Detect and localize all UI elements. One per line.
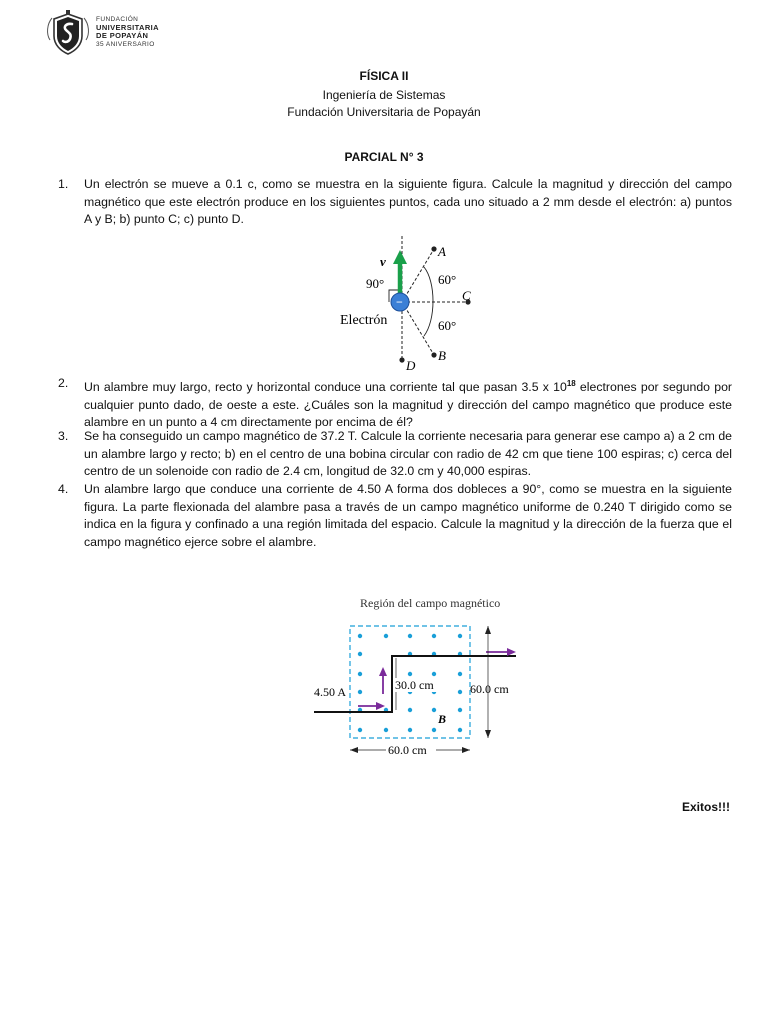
question-number: 1. [58, 177, 69, 191]
exponent: 18 [566, 379, 576, 388]
particle-label: Electrón [340, 313, 388, 328]
question-2 [58, 375, 732, 432]
field-dot [458, 672, 462, 676]
question-text-after: electrones por segundo por cualquier punto dado, de oeste a este. ¿Cuáles son la magnitud y dirección del campo magnético que produce este alambre en un punto a 4 cm directamente por encima de él? [84, 380, 733, 430]
region-title: Región del campo magnético [360, 596, 501, 610]
field-dot [408, 728, 412, 732]
question-text: Un alambre largo que conduce una corriente de 4.50 A forma dos dobleces a 90°, como se muestra en la siguiente figura. La parte flexionada del alambre pasa a través de un campo magnético uniforme de 0.240 T dirigido como se indica en la figura y confinado a una región limitada del espacio. Calcule la magnitud y la dirección de la fuerza que el campo magnético ejerce sobre el alambre. [84, 482, 732, 549]
angle-bottom-label: 60° [438, 318, 457, 333]
point-b-label: B [438, 348, 446, 363]
field-dot [358, 652, 362, 656]
field-dot [432, 634, 436, 638]
field-dot [408, 672, 412, 676]
field-dot [432, 708, 436, 712]
point-d-dot [399, 357, 404, 362]
electron-figure [332, 232, 482, 372]
field-dot [358, 634, 362, 638]
field-dot [458, 634, 462, 638]
velocity-label: v [380, 254, 386, 269]
closing-message: Exitos!!! [682, 800, 730, 814]
field-dot [384, 728, 388, 732]
angle-top-label: 60° [438, 272, 457, 287]
logo-text [96, 16, 159, 49]
current-label: 4.50 A [314, 685, 347, 699]
width-label: 60.0 cm [388, 743, 427, 757]
current-arrow-left [376, 702, 385, 710]
question-text-before: Un alambre muy largo, recto y horizontal conduce una corriente tal que pasan 3.5 x 10 [84, 380, 567, 395]
point-d-label: D [406, 358, 416, 372]
field-dot [408, 634, 412, 638]
field-dot [384, 634, 388, 638]
logo-line-3: DE POPAYÁN [96, 31, 149, 41]
crest-icon [44, 10, 92, 58]
question-number: 2. [58, 376, 69, 390]
inner-height-label: 30.0 cm [395, 678, 434, 692]
point-a-dot [431, 246, 436, 251]
question-text: Se ha conseguido un campo magnético de 37.2 T. Calcule la corriente necesaria para generar ese campo a) a 2 cm de un alambre largo y recto; b) en el centro de una bobina circular con radio de 42 cm que tiene 100 espiras; c) cerca del centro de un solenoide con radio de 2.4 cm, longitud de 32.0 cm y 40,000 espiras. [84, 429, 732, 479]
question-number: 4. [58, 482, 69, 496]
question-number: 3. [58, 429, 69, 443]
angle-90-label: 90° [366, 276, 385, 291]
outer-height-label: 60.0 cm [470, 682, 509, 696]
logo-line-4: 35 ANIVERSARIO [96, 40, 155, 48]
charge-sign: − [396, 295, 403, 309]
institution-name: Fundación Universitaria de Popayán [287, 105, 481, 119]
field-label: B [438, 712, 447, 726]
question-text: Un electrón se mueve a 0.1 c, como se muestra en la siguiente figura. Calcule la magnitud y dirección del campo magnético que este electrón produce en los siguientes puntos, cada uno situado a 2 mm desde el electrón: a) puntos A y B; b) punto C; c) punto D. [84, 177, 732, 227]
point-a-label: A [438, 244, 446, 259]
question-1 [58, 176, 732, 229]
current-arrow-up [379, 667, 387, 676]
course-title: FÍSICA II [359, 69, 409, 83]
question-4 [58, 481, 732, 551]
exam-title: PARCIAL N° 3 [344, 150, 424, 164]
field-dot [358, 728, 362, 732]
field-dot [358, 690, 362, 694]
point-b-dot [431, 352, 436, 357]
field-dot [358, 672, 362, 676]
field-dot [432, 728, 436, 732]
magnetic-region-figure [306, 592, 528, 770]
question-3 [58, 428, 732, 481]
field-dot [458, 708, 462, 712]
field-dot [458, 728, 462, 732]
logo-line-2: UNIVERSITARIA [96, 23, 159, 33]
university-logo [44, 10, 184, 58]
question-text [84, 375, 732, 432]
field-dot [408, 708, 412, 712]
field-dot [458, 690, 462, 694]
program-name: Ingeniería de Sistemas [322, 88, 446, 102]
point-c-label: C [462, 288, 471, 303]
current-arrow-right [507, 648, 516, 656]
field-dot [432, 672, 436, 676]
logo-line-1: FUNDACIÓN [96, 16, 139, 23]
